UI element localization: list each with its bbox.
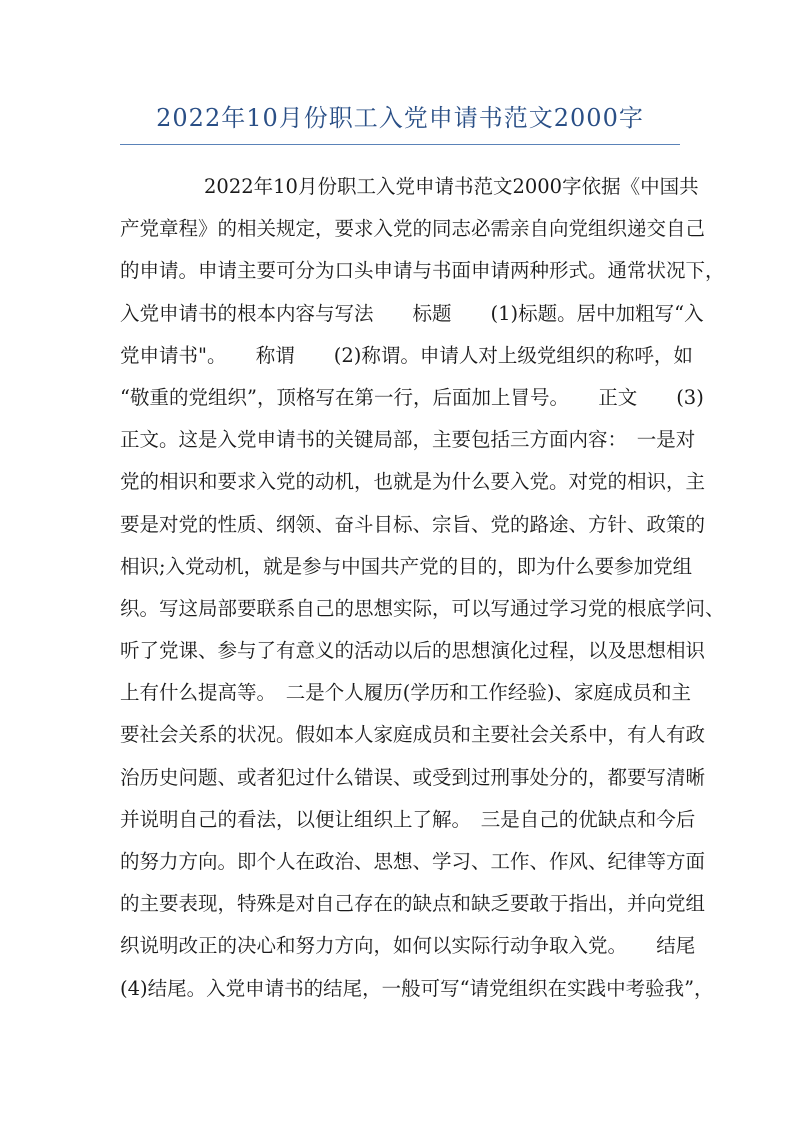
paragraph-line: 入党申请书的根本内容与写法 标题 (1)标题。居中加粗写“入 <box>120 301 704 325</box>
paragraph-line: 并说明自己的看法，以便让组织上了解。 三是自己的优缺点和今后 <box>120 807 696 831</box>
paragraph-line: 织。写这局部要联系自己的思想实际，可以写通过学习党的根底学问、 <box>120 596 725 620</box>
paragraph-line: 党申请书"。 称谓 (2)称谓。申请人对上级党组织的称呼，如 <box>120 343 693 367</box>
paragraph-line: “敬重的党组织”，顶格写在第一行，后面加上冒号。 正文 (3) <box>120 385 704 409</box>
document-body <box>120 166 725 1010</box>
paragraph-line: 要社会关系的状况。假如本人家庭成员和主要社会关系中，有人有政 <box>120 723 706 747</box>
title-divider <box>120 144 680 145</box>
paragraph-line: 治历史问题、或者犯过什么错误、或受到过刑事处分的，都要写清晰 <box>120 765 706 789</box>
paragraph-line: 的主要表现，特殊是对自己存在的缺点和缺乏要敢于指出，并向党组 <box>120 892 706 916</box>
paragraph-line: 产党章程》的相关规定，要求入党的同志必需亲自向党组织递交自己 <box>120 217 706 241</box>
paragraph-line: 上有什么提高等。 二是个人履历(学历和工作经验)、家庭成员和主 <box>120 681 691 705</box>
document-title: 2022年10月份职工入党申请书范文2000字 <box>156 104 644 132</box>
paragraph-line: 的努力方向。即个人在政治、思想、学习、工作、作风、纪律等方面 <box>120 850 706 873</box>
paragraph-line: 2022年10月份职工入党申请书范文2000字依据《中国共 <box>204 175 699 198</box>
paragraph-line: 党的相识和要求入党的动机，也就是为什么要入党。对党的相识，主 <box>120 470 706 494</box>
paragraph-line: 相识;入党动机，就是参与中国共产党的目的，即为什么要参加党组 <box>120 554 693 578</box>
paragraph-line: 要是对党的性质、纲领、奋斗目标、宗旨、党的路途、方针、政策的 <box>120 512 706 536</box>
paragraph-line: 听了党课、参与了有意义的活动以后的思想演化过程，以及思想相识 <box>120 639 706 663</box>
paragraph-line: 正文。这是入党申请书的关键局部，主要包括三方面内容： 一是对 <box>120 428 696 452</box>
paragraph-line: 织说明改正的决心和努力方向，如何以实际行动争取入党。 结尾 <box>120 934 696 958</box>
paragraph-line: (4)结尾。入党申请书的结尾，一般可写“请党组织在实践中考验我”， <box>120 976 714 1000</box>
paragraph-line: 的申请。申请主要可分为口头申请与书面申请两种形式。通常状况下， <box>120 259 725 283</box>
